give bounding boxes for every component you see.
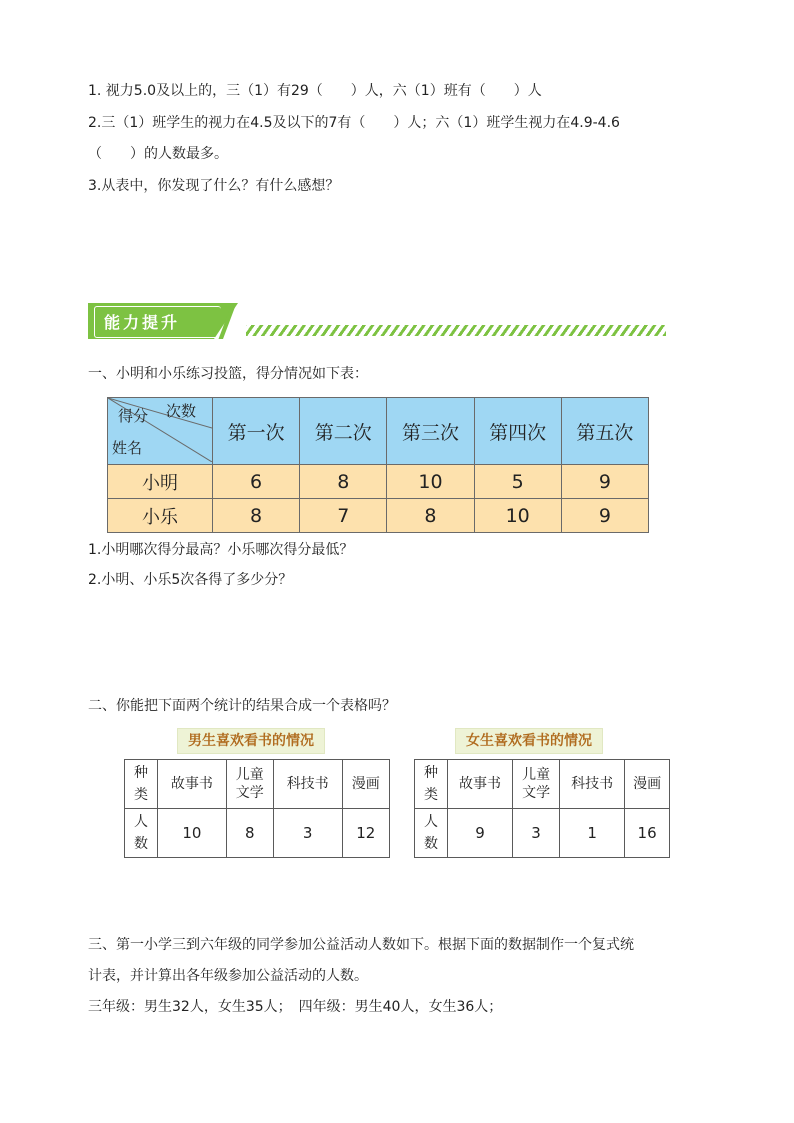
category-cell: 儿童 文学 [513, 760, 560, 809]
girls-table [414, 759, 670, 858]
corner-cell [108, 398, 213, 465]
score-cell: 7 [300, 499, 387, 533]
question-2-line-2: （ ）的人数最多。 [88, 146, 228, 162]
category-cell: 漫画 [625, 760, 670, 809]
category-cell: 科技书 [560, 760, 625, 809]
part3-line-1: 三、第一小学三到六年级的同学参加公益活动人数如下。根据下面的数据制作一个复式统 [88, 937, 634, 953]
girls-key-count: 人 数 [415, 809, 448, 858]
count-cell: 9 [448, 809, 513, 858]
category-cell: 漫画 [342, 760, 389, 809]
question-3: 3.从表中，你发现了什么？有什么感想？ [88, 178, 340, 194]
score-cell: 8 [387, 499, 474, 533]
count-cell: 12 [342, 809, 389, 858]
count-cell: 3 [273, 809, 342, 858]
banner-title: 能力提升 [104, 313, 181, 332]
part3-line-3: 三年级：男生32人，女生35人； 四年级：男生40人，女生36人； [88, 999, 503, 1015]
score-cell: 9 [561, 465, 648, 499]
corner-label-score: 得分 [118, 407, 149, 425]
score-cell: 8 [213, 499, 300, 533]
boys-table [124, 759, 390, 858]
count-cell: 10 [158, 809, 227, 858]
score-cell: 6 [213, 465, 300, 499]
banner-stripes [246, 325, 666, 336]
row-name: 小明 [108, 465, 213, 499]
score-cell: 10 [387, 465, 474, 499]
count-cell: 3 [513, 809, 560, 858]
question-1: 1. 视力5.0及以上的，三（1）有29（ ）人，六（1）班有（ ）人 [88, 83, 542, 99]
girls-table-caption: 女生喜欢看书的情况 [456, 729, 602, 753]
score-cell: 5 [474, 465, 561, 499]
count-cell: 1 [560, 809, 625, 858]
score-cell: 9 [561, 499, 648, 533]
col-header-5: 第五次 [561, 398, 648, 465]
boys-key-count: 人 数 [125, 809, 158, 858]
girls-value-row [415, 809, 670, 858]
boys-header-row [125, 760, 390, 809]
count-cell: 8 [226, 809, 273, 858]
section-banner [88, 303, 666, 339]
row-name: 小乐 [108, 499, 213, 533]
score-header-row [108, 398, 649, 465]
boys-key-category: 种 类 [125, 760, 158, 809]
boys-value-row [125, 809, 390, 858]
girls-key-category: 种 类 [415, 760, 448, 809]
corner-label-times: 次数 [166, 402, 197, 420]
category-cell: 科技书 [273, 760, 342, 809]
col-header-3: 第三次 [387, 398, 474, 465]
col-header-4: 第四次 [474, 398, 561, 465]
part1-question-2: 2.小明、小乐5次各得了多少分？ [88, 572, 293, 588]
col-header-1: 第一次 [213, 398, 300, 465]
corner-label-name: 姓名 [112, 439, 143, 457]
score-cell: 10 [474, 499, 561, 533]
category-cell: 故事书 [448, 760, 513, 809]
part2-title: 二、你能把下面两个统计的结果合成一个表格吗？ [88, 698, 396, 714]
score-table [107, 397, 649, 533]
part3-line-2: 计表，并计算出各年级参加公益活动的人数。 [88, 968, 368, 984]
part1-question-1: 1.小明哪次得分最高？小乐哪次得分最低？ [88, 542, 354, 558]
part1-title: 一、小明和小乐练习投篮，得分情况如下表： [88, 366, 368, 382]
question-2-line-1: 2.三（1）班学生的视力在4.5及以下的7有（ ）人；六（1）班学生视力在4.9-4.6 [88, 115, 620, 131]
girls-header-row [415, 760, 670, 809]
count-cell: 16 [625, 809, 670, 858]
boys-table-caption: 男生喜欢看书的情况 [178, 729, 324, 753]
score-row-xiaole [108, 499, 649, 533]
col-header-2: 第二次 [300, 398, 387, 465]
score-cell: 8 [300, 465, 387, 499]
score-row-xiaoming [108, 465, 649, 499]
category-cell: 儿童 文学 [226, 760, 273, 809]
category-cell: 故事书 [158, 760, 227, 809]
